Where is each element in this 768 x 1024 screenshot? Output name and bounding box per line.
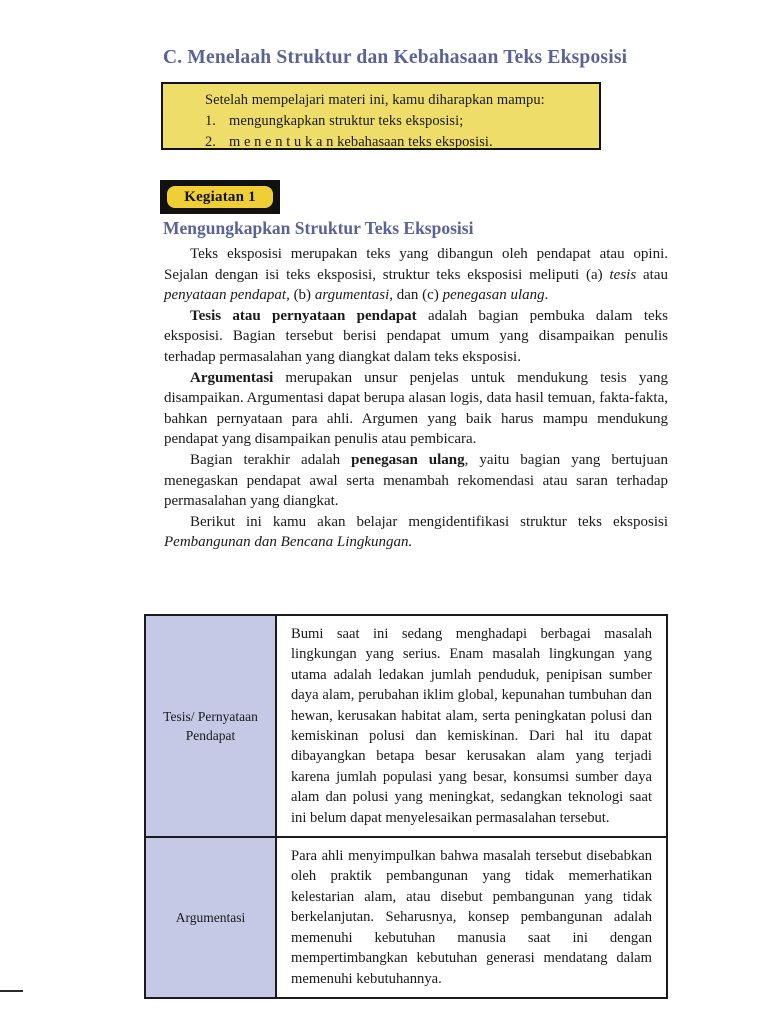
table-body [145,615,667,998]
objective-text-2: m e n e n t u k a n kebahasaan teks eksposisi. [229,134,493,150]
table-row [145,837,667,998]
structure-label-argumentation: Argumentasi [145,837,276,998]
objective-text-1: mengungkapkan struktur teks eksposisi; [229,113,464,129]
structure-label-thesis: Tesis/ Pernyataan Pendapat [145,615,276,837]
paragraph-1: Teks eksposisi merupakan teks yang dibangun oleh pendapat atau opini. Sejalan dengan isi teks eksposisi, struktur teks eksposisi meliputi (a) tesis atau penyataan pendapat, (b) argumentasi, dan (c) penegasan ulang. [164,246,669,304]
objectives-list [163,111,599,153]
learning-objectives-box [161,82,601,150]
paragraph-2: Tesis atau pernyataan pendapat adalah bagian pembuka dalam teks eksposisi. Bagian tersebut berisi pendapat umum yang disampaikan penulis terhadap permasalahan yang diangkat dalam teks eksposisi. [164,307,668,365]
objective-number-1: 1. [205,113,216,129]
structure-content-thesis: Bumi saat ini sedang menghadapi berbagai masalah lingkungan yang serius. Enam masalah lingkungan yang utama adalah ledakan jumlah penduduk, penipisan sumber daya alam, perubahan iklim global, kepunahan tumbuhan dan hewan, kerusakan habitat alam, serta peningkatan polusi dan kemiskinan polusi dan kemiskinan. Dari hal itu dapat dibayangkan betapa besar kerusakan alam yang terjadi karena jumlah populasi yang besar, konsumsi sumber daya alam dan polusi yang meningkat, sedangkan teknologi saat ini belum dapat menyelesaikan permasalahan tersebut. [276,615,667,837]
table-row [145,615,667,837]
paragraph-3: Argumentasi merupakan unsur penjelas untuk mendukung tesis yang disampaikan. Argumentasi dapat berupa alasan logis, data hasil temuan, fakta-fakta, bahkan pernyataan para ahli. Argumen yang baik harus mampu mendukung pendapat yang disampaikan penulis atau pembicara. [164,369,668,448]
objective-item-2 [163,132,599,153]
page-title: C. Menelaah Struktur dan Kebahasaan Teks Eksposisi [163,47,628,68]
activity-badge [160,180,280,214]
structure-content-argumentation: Para ahli menyimpulkan bahwa masalah tersebut disebabkan oleh praktik pembangunan yang tidak memerhatikan kelestarian alam, atau disebut pembangunan yang tidak berkelanjutan. Seharusnya, konsep pembangunan adalah memenuhi kebutuhan manusia saat ini dengan mempertimbangkan kebutuhan generasi mendatang dalam memenuhi kebutuhannya. [276,837,667,998]
paragraph-4: Bagian terakhir adalah penegasan ulang, yaitu bagian yang bertujuan menegaskan pendapat awal serta menambah rekomendasi atau saran terhadap permasalahan yang diangkat. [164,451,668,510]
objectives-intro-text: Setelah mempelajari materi ini, kamu diharapkan mampu: [205,92,545,108]
exposition-structure-table [144,614,668,999]
paragraph-5: Berikut ini kamu akan belajar mengidentifikasi struktur teks eksposisi Pembangunan dan Bencana Lingkungan. [164,513,668,551]
activity-badge-label: Kegiatan 1 [184,188,256,205]
activity-badge-pill [166,185,274,209]
page-edge-rule [0,990,23,992]
objective-item-1 [163,111,599,132]
body-text [164,244,668,553]
objective-number-2: 2. [205,134,216,150]
activity-subheading: Mengungkapkan Struktur Teks Eksposisi [163,218,474,238]
